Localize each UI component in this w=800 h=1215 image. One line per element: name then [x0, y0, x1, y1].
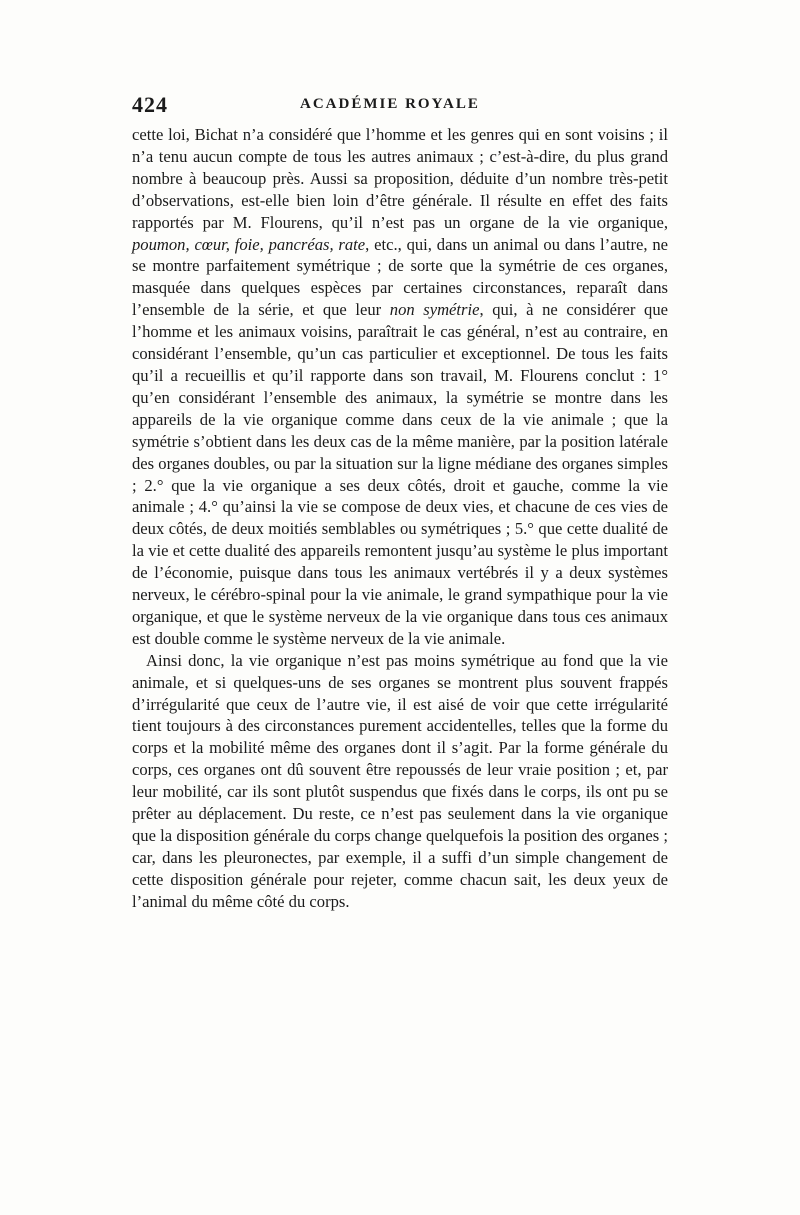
running-head: ACADÉMIE ROYALE: [300, 96, 480, 112]
body-text: [132, 124, 668, 913]
paragraph-1: [132, 124, 668, 650]
paragraph-1-text-c: , qui, à ne considérer que l’homme et les animaux voisins, paraîtrait le cas général, n’est au contraire, en considérant l’ensemble, qu’un cas particulier et exceptionnel. De tous les faits qu’il a recueillis et qu’il rapporte dans son travail, M. Flourens conclut : 1° qu’en considérant l’ensemble des animaux, la symétrie se montre dans les appareils de la vie organique comme dans ceux de la vie animale ; que la symétrie s’obtient dans les deux cas de la même manière, par la position latérale des organes doubles, ou par la situation sur la ligne médiane des organes simples ; 2.° que la vie organique a ses deux côtés, droit et gauche, comme la vie animale ; 4.° qu’ainsi la vie se compose de deux vies, et chacune de ces vies de deux côtés, de deux moitiés semblables ou symétriques ; 5.° que cette dualité de la vie et cette dualité des appareils remontent jusqu’au système le plus important de l’économie, puisque dans tous les animaux vertébrés il y a deux systèmes nerveux, le cérébro-spinal pour la vie animale, le grand sympathique pour la vie organique, et que le système nerveux de la vie organique dans tous ces animaux est double comme le système nerveux de la vie animale.: [132, 300, 668, 648]
page-number: 424: [132, 92, 168, 117]
paragraph-2: Ainsi donc, la vie organique n’est pas moins symétrique au fond que la vie animale, et si quelques-uns de ses organes se montrent plus souvent frappés d’irrégularité que ceux de l’autre vie, il est aisé de voir que cette irrégularité tient toujours à des circonstances purement accidentelles, telles que la forme du corps et la mobilité même des organes dont il s’agit. Par la forme générale du corps, ces organes ont dû souvent être repoussés de leur vraie position ; et, par leur mobilité, car ils sont plutôt suspendus que fixés dans le corps, ils ont pu se prêter au déplacement. Du reste, ce n’est pas seulement dans la vie organique que la disposition générale du corps change quelquefois la position des organes ; car, dans les pleuronectes, par exemple, il a suffi d’un simple changement de cette disposition générale pour rejeter, comme chacun sait, les deux yeux de l’animal du même côté du corps.: [132, 650, 668, 911]
paragraph-1-text-a: cette loi, Bichat n’a considéré que l’homme et les genres qui en sont voisins ; il n’a tenu aucun compte de tous les autres animaux ; c’est-à-dire, du plus grand nombre à beaucoup près. Aussi sa proposition, déduite d’un nombre très-petit d’observations, est-elle bien loin d’être générale. Il résulte en effet des faits rapportés par M. Flourens, qu’il n’est pas un organe de la vie organique,: [132, 125, 668, 232]
paragraph-1-text-b: , etc., qui, dans un animal ou dans l’autre, ne se montre parfaitement symétrique ; de sorte que la symétrie de ces organes, masquée dans quelques espèces par certaines circonstances, reparaît dans l’ensemble de la série, et que leur: [132, 234, 668, 320]
paragraph-1-italic-non-symetrie: non symétrie: [389, 300, 480, 320]
paragraph-1-italic-organs: poumon, cœur, foie, pancréas, rate: [132, 234, 366, 254]
page-header: [132, 92, 672, 122]
